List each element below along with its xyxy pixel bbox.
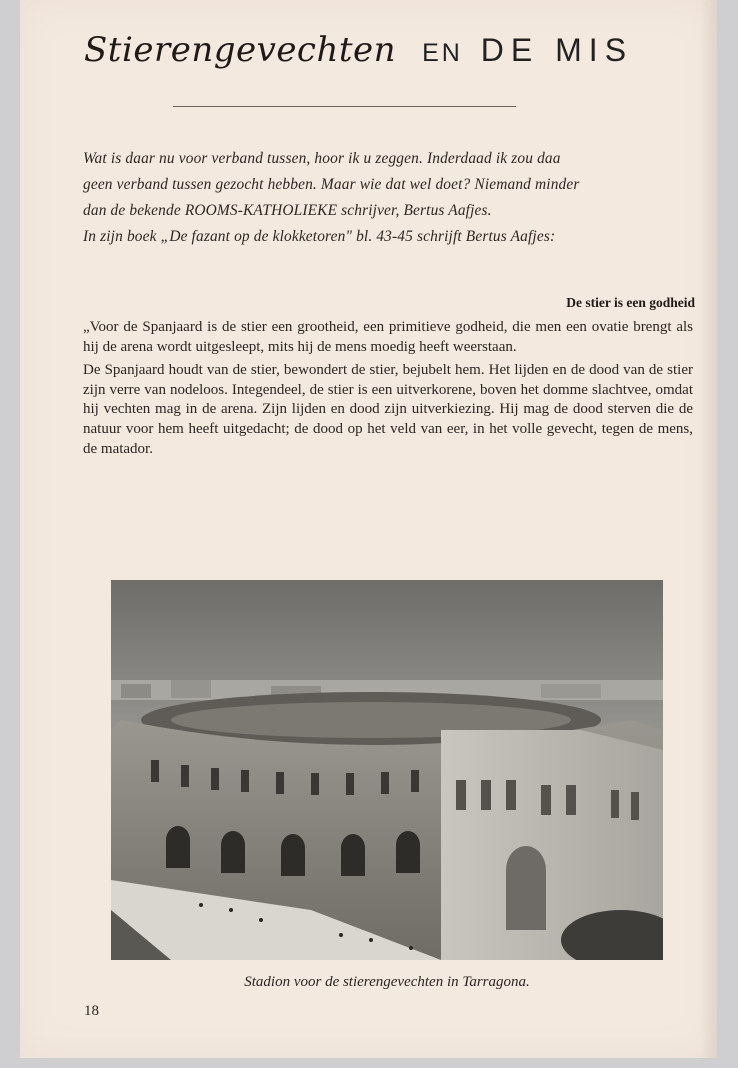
- intro-line: Wat is daar nu voor verband tussen, hoor ik u zeggen. Inderdaad ik zou daa: [83, 150, 561, 167]
- page-edge-shadow: [699, 0, 717, 1058]
- intro-line: dan de bekende ROOMS-KATHOLIEKE schrijver, Bertus Aafjes.: [83, 202, 492, 219]
- title-divider: [173, 106, 516, 107]
- quote-body: [83, 318, 693, 463]
- page-title: [84, 30, 633, 90]
- body-paragraph: „Voor de Spanjaard is de stier een grootheid, een primitieve godheid, die men een ovatie brengt als hij de arena wordt uitgesleept, mits hij de mens moedig heeft weerstaan.: [83, 319, 693, 355]
- body-paragraph: De Spanjaard houdt van de stier, bewondert de stier, bejubelt hem. Het lijden en de dood van de stier zijn verre van nodeloos. Integendeel, de stier is een uitverkorene, boven het domme slachtvee, omdat hij vechten mag in de arena. Zijn lijden en dood zijn uitverkiezing. Hij mag de dood sterven die de natuur voor hem heeft uitgedacht; de dood op het veld van eer, in het volle gevecht, tegen de mens, de matador.: [83, 362, 693, 457]
- title-connector: EN: [422, 39, 463, 67]
- page-number: 18: [84, 1003, 99, 1019]
- photo-caption: Stadion voor de stierengevechten in Tarragona.: [244, 974, 530, 990]
- intro-line: geen verband tussen gezocht hebben. Maar wie dat wel doet? Niemand minder: [83, 176, 580, 193]
- intro-line: In zijn boek „De fazant op de klokketoren" bl. 43-45 schrijft Bertus Aafjes:: [83, 228, 556, 245]
- section-subheading: De stier is een godheid: [566, 295, 695, 310]
- book-page: [20, 0, 717, 1058]
- intro-text: [83, 146, 698, 250]
- bullring-photo: [111, 580, 663, 960]
- title-script-word: Stierengevechten: [84, 30, 397, 70]
- title-main: DE MIS: [480, 32, 634, 68]
